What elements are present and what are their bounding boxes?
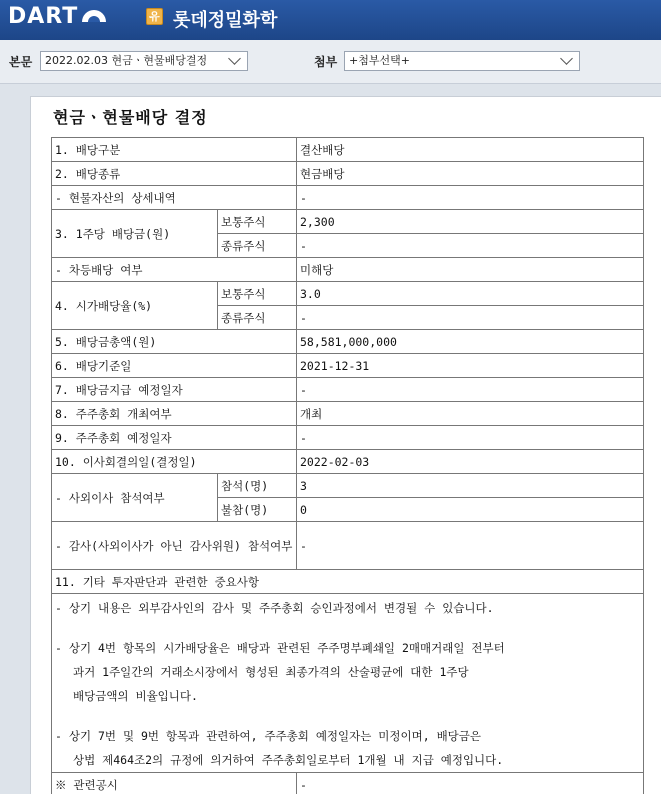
row-label: 2. 배당종류 <box>52 162 297 186</box>
row-value: 2021-12-31 <box>297 354 644 378</box>
row-label: 6. 배당기준일 <box>52 354 297 378</box>
row-value: 2,300 <box>297 210 644 234</box>
row-label: ※ 관련공시 <box>52 773 297 794</box>
attach-label: 첨부 <box>314 55 338 69</box>
note-line: 배당금액의 비율입니다. <box>73 689 198 703</box>
company-name: 롯데정밀화학 <box>173 10 278 31</box>
table-row <box>52 450 644 474</box>
row-value: 개최 <box>297 402 644 426</box>
row-label: 11. 기타 투자판단과 관련한 중요사항 <box>52 570 644 594</box>
table-row <box>52 330 644 354</box>
row-label: - 차등배당 여부 <box>52 258 297 282</box>
row-label: - 감사(사외이사가 아닌 감사위원) 참석여부 <box>52 522 297 570</box>
note-line: - 상기 내용은 외부감사인의 감사 및 주주총회 승인과정에서 변경될 수 있습니다. <box>55 601 494 615</box>
row-label: 9. 주주총회 예정일자 <box>52 426 297 450</box>
row-value: 결산배당 <box>297 138 644 162</box>
top-bar <box>0 0 661 40</box>
row-label: 8. 주주총회 개최여부 <box>52 402 297 426</box>
attach-select-value: +첨부선택+ <box>349 54 410 67</box>
table-row <box>52 402 644 426</box>
row-label: 10. 이사회결의일(결정일) <box>52 450 297 474</box>
document-title: 현금ㆍ현물배당 결정 <box>53 108 208 127</box>
table-row <box>52 354 644 378</box>
document-panel <box>30 96 661 794</box>
row-sublabel: 종류주식 <box>218 306 297 330</box>
row-value: - <box>297 234 644 258</box>
row-label: 3. 1주당 배당금(원) <box>52 210 218 258</box>
table-row <box>52 162 644 186</box>
note-line: - 상기 7번 및 9번 항목과 관련하여, 주주총회 예정일자는 미정이며, 배당금은 <box>55 729 482 743</box>
main-doc-select[interactable] <box>40 51 248 71</box>
logo-sun-icon <box>80 2 108 26</box>
row-value: - <box>297 522 644 570</box>
selector-bar <box>0 40 661 84</box>
table-row <box>52 186 644 210</box>
table-row <box>52 522 644 570</box>
row-value: 현금배당 <box>297 162 644 186</box>
note-line: - 상기 4번 항목의 시가배당율은 배당과 관련된 주주명부폐쇄일 2매매거래일 전부터 <box>55 641 505 655</box>
row-value: 0 <box>297 498 644 522</box>
row-label: - 현물자산의 상세내역 <box>52 186 297 210</box>
table-row <box>52 570 644 594</box>
row-value: 58,581,000,000 <box>297 330 644 354</box>
note-line: 상법 제464조2의 규정에 의거하여 주주총회일로부터 1개월 내 지급 예정입니다. <box>73 753 504 767</box>
attach-select[interactable] <box>344 51 580 71</box>
row-label: 7. 배당금지급 예정일자 <box>52 378 297 402</box>
table-row <box>52 210 644 234</box>
notes-cell <box>52 594 644 773</box>
table-row <box>52 258 644 282</box>
row-sublabel: 보통주식 <box>218 210 297 234</box>
row-value: 2022-02-03 <box>297 450 644 474</box>
row-value: - <box>297 426 644 450</box>
table-row <box>52 474 644 498</box>
row-value: - <box>297 306 644 330</box>
row-label: - 사외이사 참석여부 <box>52 474 218 522</box>
row-sublabel: 종류주식 <box>218 234 297 258</box>
row-label: 1. 배당구분 <box>52 138 297 162</box>
chevron-down-icon <box>560 52 573 65</box>
disclosure-table <box>51 137 644 794</box>
company-badge: 유 <box>146 8 163 25</box>
row-sublabel: 불참(명) <box>218 498 297 522</box>
table-row <box>52 138 644 162</box>
row-value: - <box>297 773 644 794</box>
main-doc-label: 본문 <box>9 55 33 69</box>
row-value: 3 <box>297 474 644 498</box>
main-doc-select-value: 2022.02.03 현금ㆍ현물배당결정 <box>45 54 208 67</box>
note-line: 과거 1주일간의 거래소시장에서 형성된 최종가격의 산술평균에 대한 1주당 <box>73 665 469 679</box>
row-value: - <box>297 378 644 402</box>
row-sublabel: 참석(명) <box>218 474 297 498</box>
table-row <box>52 378 644 402</box>
row-value: 미해당 <box>297 258 644 282</box>
table-row <box>52 773 644 794</box>
chevron-down-icon <box>228 52 241 65</box>
table-row <box>52 282 644 306</box>
table-row <box>52 594 644 773</box>
row-value: 3.0 <box>297 282 644 306</box>
row-value: - <box>297 186 644 210</box>
row-label: 4. 시가배당율(%) <box>52 282 218 330</box>
table-row <box>52 426 644 450</box>
row-sublabel: 보통주식 <box>218 282 297 306</box>
dart-logo[interactable]: DART <box>8 4 79 29</box>
row-label: 5. 배당금총액(원) <box>52 330 297 354</box>
